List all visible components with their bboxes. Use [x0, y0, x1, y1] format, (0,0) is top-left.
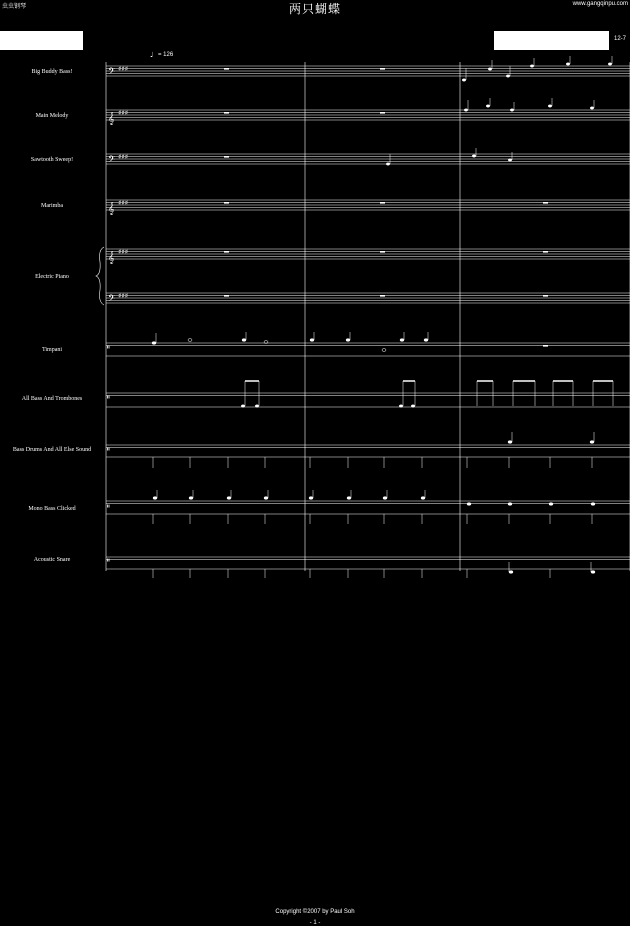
- instrument-label: All Bass And Trombones: [21, 396, 83, 402]
- svg-text:𝄥: 𝄥: [107, 343, 110, 352]
- staff-marimba: [106, 200, 630, 210]
- svg-text:♯♯♯: ♯♯♯: [118, 65, 129, 73]
- staff-snare: [106, 557, 630, 569]
- svg-text:♯♯♯: ♯♯♯: [118, 248, 129, 256]
- tempo-note-icon: ♩: [150, 51, 154, 59]
- instrument-label: Acoustic Snare: [33, 557, 71, 563]
- svg-text:♯♯♯: ♯♯♯: [118, 292, 129, 300]
- instrument-label: Marimba: [41, 203, 63, 209]
- page-number: - 1 -: [309, 920, 321, 926]
- svg-text:♯♯♯: ♯♯♯: [118, 109, 129, 117]
- staff-bass-trombones: [106, 393, 630, 407]
- svg-text:𝄥: 𝄥: [107, 445, 110, 454]
- instrument-label: Timpani: [41, 347, 63, 353]
- tempo-value: = 126: [158, 52, 174, 58]
- instrument-label: Mono Bass Clicked: [28, 506, 76, 512]
- staff-bass-drums: [106, 445, 630, 457]
- svg-text:♯♯♯: ♯♯♯: [118, 153, 129, 161]
- staff-epiano-treble: [106, 249, 630, 259]
- instrument-label: Main Melody: [35, 113, 69, 119]
- staff-timpani: [106, 343, 630, 356]
- measure-number: 12-7: [613, 36, 626, 42]
- svg-text:𝄥: 𝄥: [107, 393, 110, 402]
- instrument-label: Big Buddy Bass!: [31, 69, 73, 75]
- svg-text:𝄢: 𝄢: [108, 154, 116, 167]
- svg-text:𝄞: 𝄞: [108, 112, 115, 125]
- instrument-label: Bass Drums And All Else Sound: [12, 447, 92, 453]
- staff-epiano-bass: [106, 293, 630, 303]
- site-url[interactable]: www.gangqinpu.com: [572, 1, 628, 7]
- svg-text:𝄢: 𝄢: [108, 293, 116, 306]
- svg-text:𝄞: 𝄞: [108, 251, 115, 264]
- svg-text:𝄢: 𝄢: [108, 66, 116, 79]
- staff-sawtooth: [106, 154, 630, 164]
- page-title: 两只蝴蝶: [288, 2, 341, 16]
- staff-big-buddy-bass: [106, 66, 630, 76]
- svg-text:♯♯♯: ♯♯♯: [118, 199, 129, 207]
- staff-main-melody: [106, 110, 630, 120]
- site-name: 虫虫钢琴: [2, 4, 27, 10]
- svg-text:𝄥: 𝄥: [107, 556, 110, 565]
- svg-text:𝄞: 𝄞: [108, 202, 115, 215]
- svg-text:𝄥: 𝄥: [107, 502, 110, 511]
- instrument-label: Sawtooth Sweep!: [30, 157, 74, 163]
- copyright-text: Copyright ©2007 by Paul Soh: [275, 909, 355, 915]
- instrument-label: Electric Piano: [35, 274, 69, 280]
